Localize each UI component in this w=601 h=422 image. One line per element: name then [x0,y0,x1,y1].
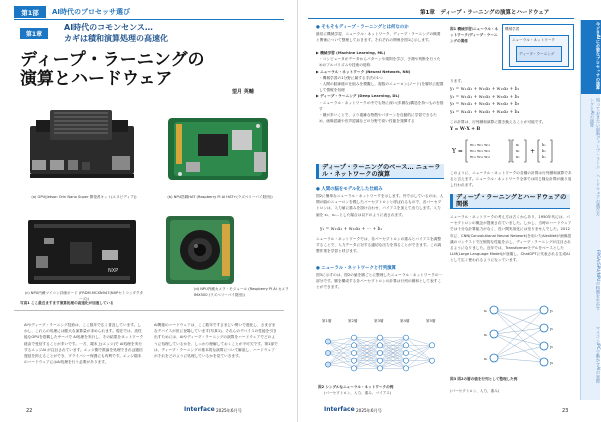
layer-label-3: 第3層 [374,319,384,323]
figure-3-diagram [484,300,564,370]
network-node [403,350,408,355]
svg-text:y₂: y₂ [550,327,554,331]
svg-text:x₁: x₁ [516,143,520,147]
svg-text:NXP: NXP [108,268,119,274]
matrix-equation: Y = W·X + B [450,127,481,132]
figure-1-label-dl: ディープ・ラーニング [519,52,555,56]
svg-text:+: + [530,148,536,155]
svg-text:w₁₁ w₁₂ w₁₃: w₁₁ w₁₂ w₁₃ [470,143,491,147]
svg-text:b₁: b₁ [542,143,546,147]
equation-y3: y₃ = w₃₁x₁ + w₃₂x₂ + w₃₃x₃ + b₃ [450,102,520,108]
author-name: 望月 英輔 [232,89,254,95]
series-title: AI時代のプロセッサ選び [52,8,131,16]
term-dl-desc-1: ・ニューラル・ネットワークの中でも特に深い(多層な)構造を持つものを指す [319,100,444,111]
section-2-heading: ディープ・ラーニングとハードウェアの関係 [450,194,570,209]
network-edge [328,345,354,364]
photo-rule [14,310,284,311]
right-body-2: このように、ニューラル・ネットワークの各層の計算は行列積和演算であると言えます。ニューラル・ネットワーク全体では同じ様な計算が繰り返し行われます。 [450,171,572,188]
network-edge [328,338,354,365]
figure-1-caption: 図1 機械学習/ニューラル・ネットワーク/ディープ・ラーニングの関係 [450,27,499,43]
photo-camera-module [160,210,240,290]
right-page-number: 23 [562,408,569,414]
network-node [377,358,382,363]
network-edge [328,353,354,361]
network-node [351,366,356,371]
svg-text:Y =: Y = [452,148,463,155]
svg-text:x₃: x₃ [484,357,488,361]
network-node [377,343,382,348]
svg-text:y₁: y₁ [550,309,554,313]
network-edge [406,361,432,369]
svg-text:x₂: x₂ [484,333,488,337]
part-badge: 第1部 [14,6,46,18]
right-page [300,0,600,422]
subsection-1-body-2: ニューラル・ネットワークでは、各パーセプトロンの重みとバイアスを調整することで、入力データに対する適切な出力を得ることができます。この調整作業を学習と呼びます。 [316,237,442,254]
equation-y2: y₂ = w₂₁x₁ + w₂₂x₂ + w₂₃x₃ + b₂ [450,94,520,100]
equation-block [450,86,572,116]
right-footer-magazine: Interface [324,406,355,413]
svg-text:x₃: x₃ [516,155,520,159]
term-dl: ▶ ディープ・ラーニング (Deep Learning, DL) [316,94,400,99]
figure-3-subcaption: (パーセプトロン、入力、重み) [450,389,500,393]
side-tab-5[interactable]: マイコン/PCで動かすAIの実際 [596,326,601,384]
term-list [316,50,444,124]
network-node [325,362,330,367]
svg-text:y₄: y₄ [550,361,554,365]
equation-text: この計算は、行列積和演算に置き換えることが可能です。 [450,120,546,124]
left-body-col-2: AI関連のハードウェアは、ここ数年ですさまじい勢いで進化し、さまざまなデバイスが世に登場しています(写真1)。それらのデバイスの性能を引き出すためには、AIやディープ・ラーニングの演算をハードウェアでどのように処理しているかを、しっかり理解しておくことが不可欠です。第1部では、ディープ・ラーニングの基本的な演算について解説し、ハードウェアがそれをどのように処理しているかを見ていきます。 [154,323,278,359]
caption-c: (c) NPU内蔵マイコン評価ボード (FRDM-MCXN947(NXPセミコンダクターズ)) [24,291,144,301]
network-node [403,366,408,371]
caption-b: (b) NPU搭載HAT (Raspberry Pi AI HAT+(ラズベリーパイ財団)) [167,195,273,199]
photo-label: 写真1 ここ最近ますます演算処理の高速化が加速している [20,301,114,305]
intro-body: 最初に機械学習、ニューラル・ネットワーク、ディープ・ラーニングの概要と関係について整理しておきます。それぞれの関係を図1に示します。 [316,32,441,43]
network-edge [328,345,354,353]
layer-label-4: 第4層 [400,319,410,323]
network-node [351,358,356,363]
equation-y4: y₄ = w₄₁x₁ + w₄₂x₂ + w₄₃x₃ + b₄ [450,109,520,115]
network-node [377,335,382,340]
right-header-rule [308,18,574,19]
term-ml: ▶ 機械学習 (Machine Learning, ML) [316,51,386,55]
term-nn-desc-1: ・機械学習の1分野に属する手法の1つ [319,75,383,80]
side-tab-2[interactable]: 知っておきたい最新ディープ・ラーニングとAIの演算 [590,98,601,170]
lead-line-2: カギは積和演算処理の高速化 [64,34,168,43]
network-edge [328,365,354,369]
svg-text:x₁: x₁ [484,309,488,313]
network-node [377,366,382,371]
svg-text:b₃: b₃ [542,155,546,159]
svg-text:x₂: x₂ [516,149,520,153]
network-node [325,339,330,344]
network-node [377,350,382,355]
matrix-illustration [450,136,572,166]
layer-label-1: 第1層 [322,319,332,323]
figure-2-subcaption: (パーセプトロン、入力、重み、バイアス) [324,391,392,395]
lead-line-1: AI時代のコモンセンス… [64,23,153,32]
left-body-col-1: AIやディープ・ラーニング技術は、ここ数年で広く普及しています。しかし、これらの処理には膨大な演算量が求められます。現在では、高性能なGPUを搭載したサーバで AI処理を実行し、その結果をネットワーク経由で受信することが多いです。一方、端末上(エッジ)で AI処理を実行するエッジAI が注目されています。エッジ側で推論を処理できれば通信遅延を抑えることができ、プライバシー保護にも有利です。エッジ端末のハードウェアにはAI処理を行う必要があります。 [24,323,144,365]
page-title-line-1: ディープ・ラーニングの [20,50,205,70]
page-title-line-2: 演算とハードウェア [20,69,173,89]
network-node [351,343,356,348]
section-1-heading: ディープ・ラーニングのベース… ニューラル・ネットワークの演算 [316,164,444,179]
svg-text:y₃: y₃ [550,345,554,349]
left-footer-magazine: Interface [184,406,215,413]
network-edge [406,345,432,368]
network-edge [328,361,354,365]
left-footer-issue: 2025年6月号 [216,408,242,413]
side-tab-3[interactable]: ハードウェアの選び方 [596,174,601,216]
left-page-number: 22 [26,408,33,414]
svg-text:b₂: b₂ [542,149,546,153]
header-rule [14,19,284,20]
subsection-1-body: 図2に簡単なニューラル・ネットワークを示します。円で示しているのは、人間の脳のニューロンを模したパーセプトロンと呼ばれるもので、各パーセプトロンは、入力値に重みを掛け合わせ、バイアスを加えて出力します。入力値を x₁、x₂…とした場合は以下のように表されます。 [316,194,444,217]
subsection-2-body: 図3に示すのは、図2の値を層ごとに整理したニューラル・ネットワークの一部分です。層を構成する各パーセプトロンの計算は行列の積和として表すことができます。 [316,273,443,290]
layer-label-2: 第2層 [348,319,358,323]
term-dl-desc-2: ・層が多いことで、より複雑な特徴やパターンを自動的に学習できるため、画像認識や音声認識などの分野で高い性能を発揮する [319,113,437,124]
figure-1-label-ml: 機械学習 [505,27,520,31]
figure-1-label-nn: ニューラル・ネットワーク [512,38,556,42]
side-tab-4[interactable]: FPGA/GPU/NPUの特徴を生かす [596,250,601,311]
layer-label-5: 第5層 [426,319,436,323]
caption-d: (d) NPU内蔵カメラ・モジュール (Raspberry Pi AI カメラ IMX500 (ラズベリーパイ財団)) [194,287,289,297]
network-node [429,343,434,348]
svg-text:w₂₁ w₂₂ w₂₃: w₂₁ w₂₂ w₂₃ [470,149,491,153]
figure-2-caption: 図2 シンプルなニューラル・ネットワークの例 [318,385,394,389]
subsection-1-heading: ● 人間の脳をモデル化した仕組み [316,187,383,192]
network-node [403,335,408,340]
right-body-1: ります。 [450,79,465,83]
figure-3-caption: 図3 図2の層の値を行列として整理した例 [450,377,518,381]
term-ml-desc: ・コンピュータがデータからパターンや規則を学び、予測や判断を行うためのアルゴリズムや技術の総称 [319,57,441,68]
intro-heading: ● そもそもディープ・ラーニングとは何なのか [316,25,409,30]
equation-1: y₁ = w₁₁x₁ + w₁₂x₂ + ⋯ + b₁ [320,227,383,232]
network-node [351,335,356,340]
caption-a: (a) GPU(Jetson Orin Nano Super 開発者キット(エヌビディア)) [31,195,137,199]
network-node [351,350,356,355]
figure-2-network [316,319,446,382]
photo-jetson-board [22,100,142,192]
network-node [403,358,408,363]
right-body-3: ニューラル・ネットワークの考え方は古くからあり、1950年代には、パーセプトロンの概念が提案されていました。しかし、当時のハードウェアでは十分な計算能力がなく、長い間実用化には至りませんでした。2012年に、CNN(Convolutional Neural Network)を用いたAlexNetが画像認識のコンテストで圧倒的な性能を示し、ディープ・ラーニングが注目されるようになりました。近年では、Transformerモデルをベースとした LLM(Large Language Model)が登場し、ChatGPTに代表される生成AIとして広く使われるようになっています。 [450,215,572,263]
figure-1-nn-box [509,35,569,67]
network-node [429,358,434,363]
svg-text:w₃₁ w₃₂ w₃₃: w₃₁ w₃₂ w₃₃ [470,155,491,159]
side-index-tabs [580,20,600,400]
right-footer-issue: 2025年6月号 [356,408,382,413]
network-node [325,350,330,355]
photo-mcu-board [22,210,142,292]
figure-1-dl-box [516,46,562,62]
network-edge [328,338,354,342]
side-tab-1[interactable]: 今どきAIに必要なプロセッサの演算 [581,20,601,94]
network-edge [328,342,354,346]
chapter-header: 第1章 ディープ・ラーニングの演算とハードウェア [420,10,550,16]
network-edge [406,345,432,353]
chapter-badge: 第1章 [20,28,48,39]
term-nn: ▶ ニューラル・ネットワーク (Neural Network, NN) [316,69,411,74]
network-node [403,343,408,348]
photo-raspberry-pi-hat [158,100,278,192]
left-page [0,0,298,422]
network-edge [406,338,432,346]
figure-1-diagram [502,24,574,70]
equation-y1: y₁ = w₁₁x₁ + w₁₂x₂ + w₁₃x₃ + b₁ [450,87,520,92]
term-nn-desc-2: ・人間の脳神経の仕組みを模擬し、複数のニューロン(ノード)を層状に配置して情報を処理 [319,82,444,93]
subsection-2-heading: ● ニューラル・ネットワークと行列演算 [316,266,396,271]
